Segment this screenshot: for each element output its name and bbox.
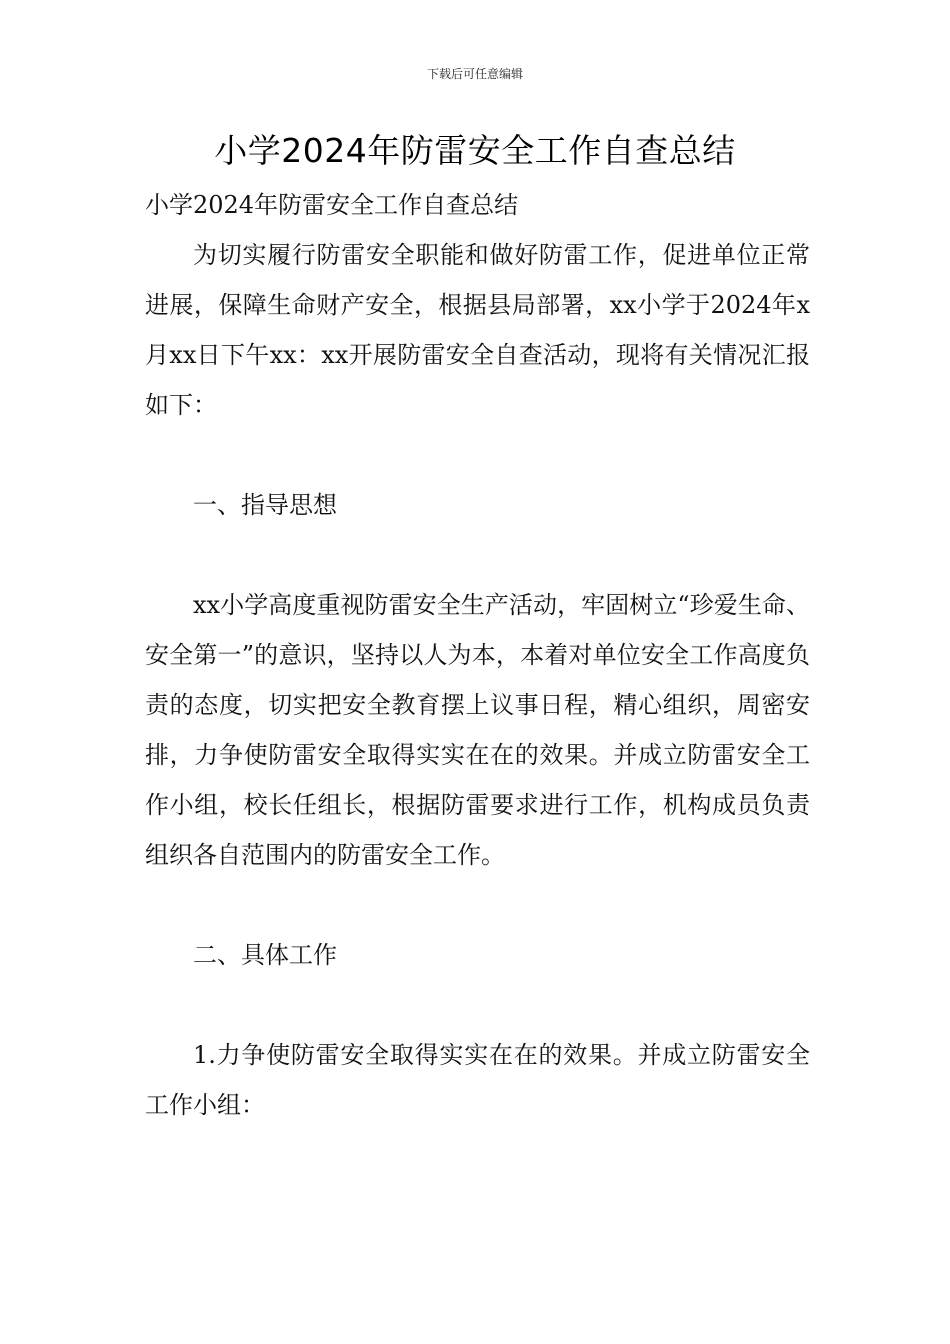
spacer	[145, 430, 810, 480]
section1-paragraph: xx小学高度重视防雷安全生产活动，牢固树立“珍爱生命、安全第一”的意识，坚持以人为本，本着对单位安全工作高度负责的态度，切实把安全教育摆上议事日程，精心组织，周密安排，力争使防雷安全取得实实在在的效果。并成立防雷安全工作小组，校长任组长，根据防雷要求进行工作，机构成员负责组织各自范围内的防雷安全工作。	[145, 591, 810, 869]
document-body	[145, 180, 810, 1130]
document-title: 小学2024年防雷安全工作自查总结	[214, 131, 736, 170]
section2-item-1: 1.力争使防雷安全取得实实在在的效果。并成立防雷安全工作小组：	[145, 1041, 810, 1119]
spacer	[145, 880, 810, 930]
spacer	[145, 530, 810, 580]
section2-heading: 二、具体工作	[193, 941, 337, 969]
document-subtitle: 小学2024年防雷安全工作自查总结	[145, 191, 519, 219]
spacer	[145, 980, 810, 1030]
section1-heading: 一、指导思想	[193, 491, 337, 519]
header-note: 下载后可任意编辑	[426, 67, 523, 81]
intro-paragraph: 为切实履行防雷安全职能和做好防雷工作，促进单位正常进展，保障生命财产安全，根据县局部署，xx小学于2024年x月xx日下午xx：xx开展防雷安全自查活动，现将有关情况汇报如下：	[145, 241, 810, 419]
